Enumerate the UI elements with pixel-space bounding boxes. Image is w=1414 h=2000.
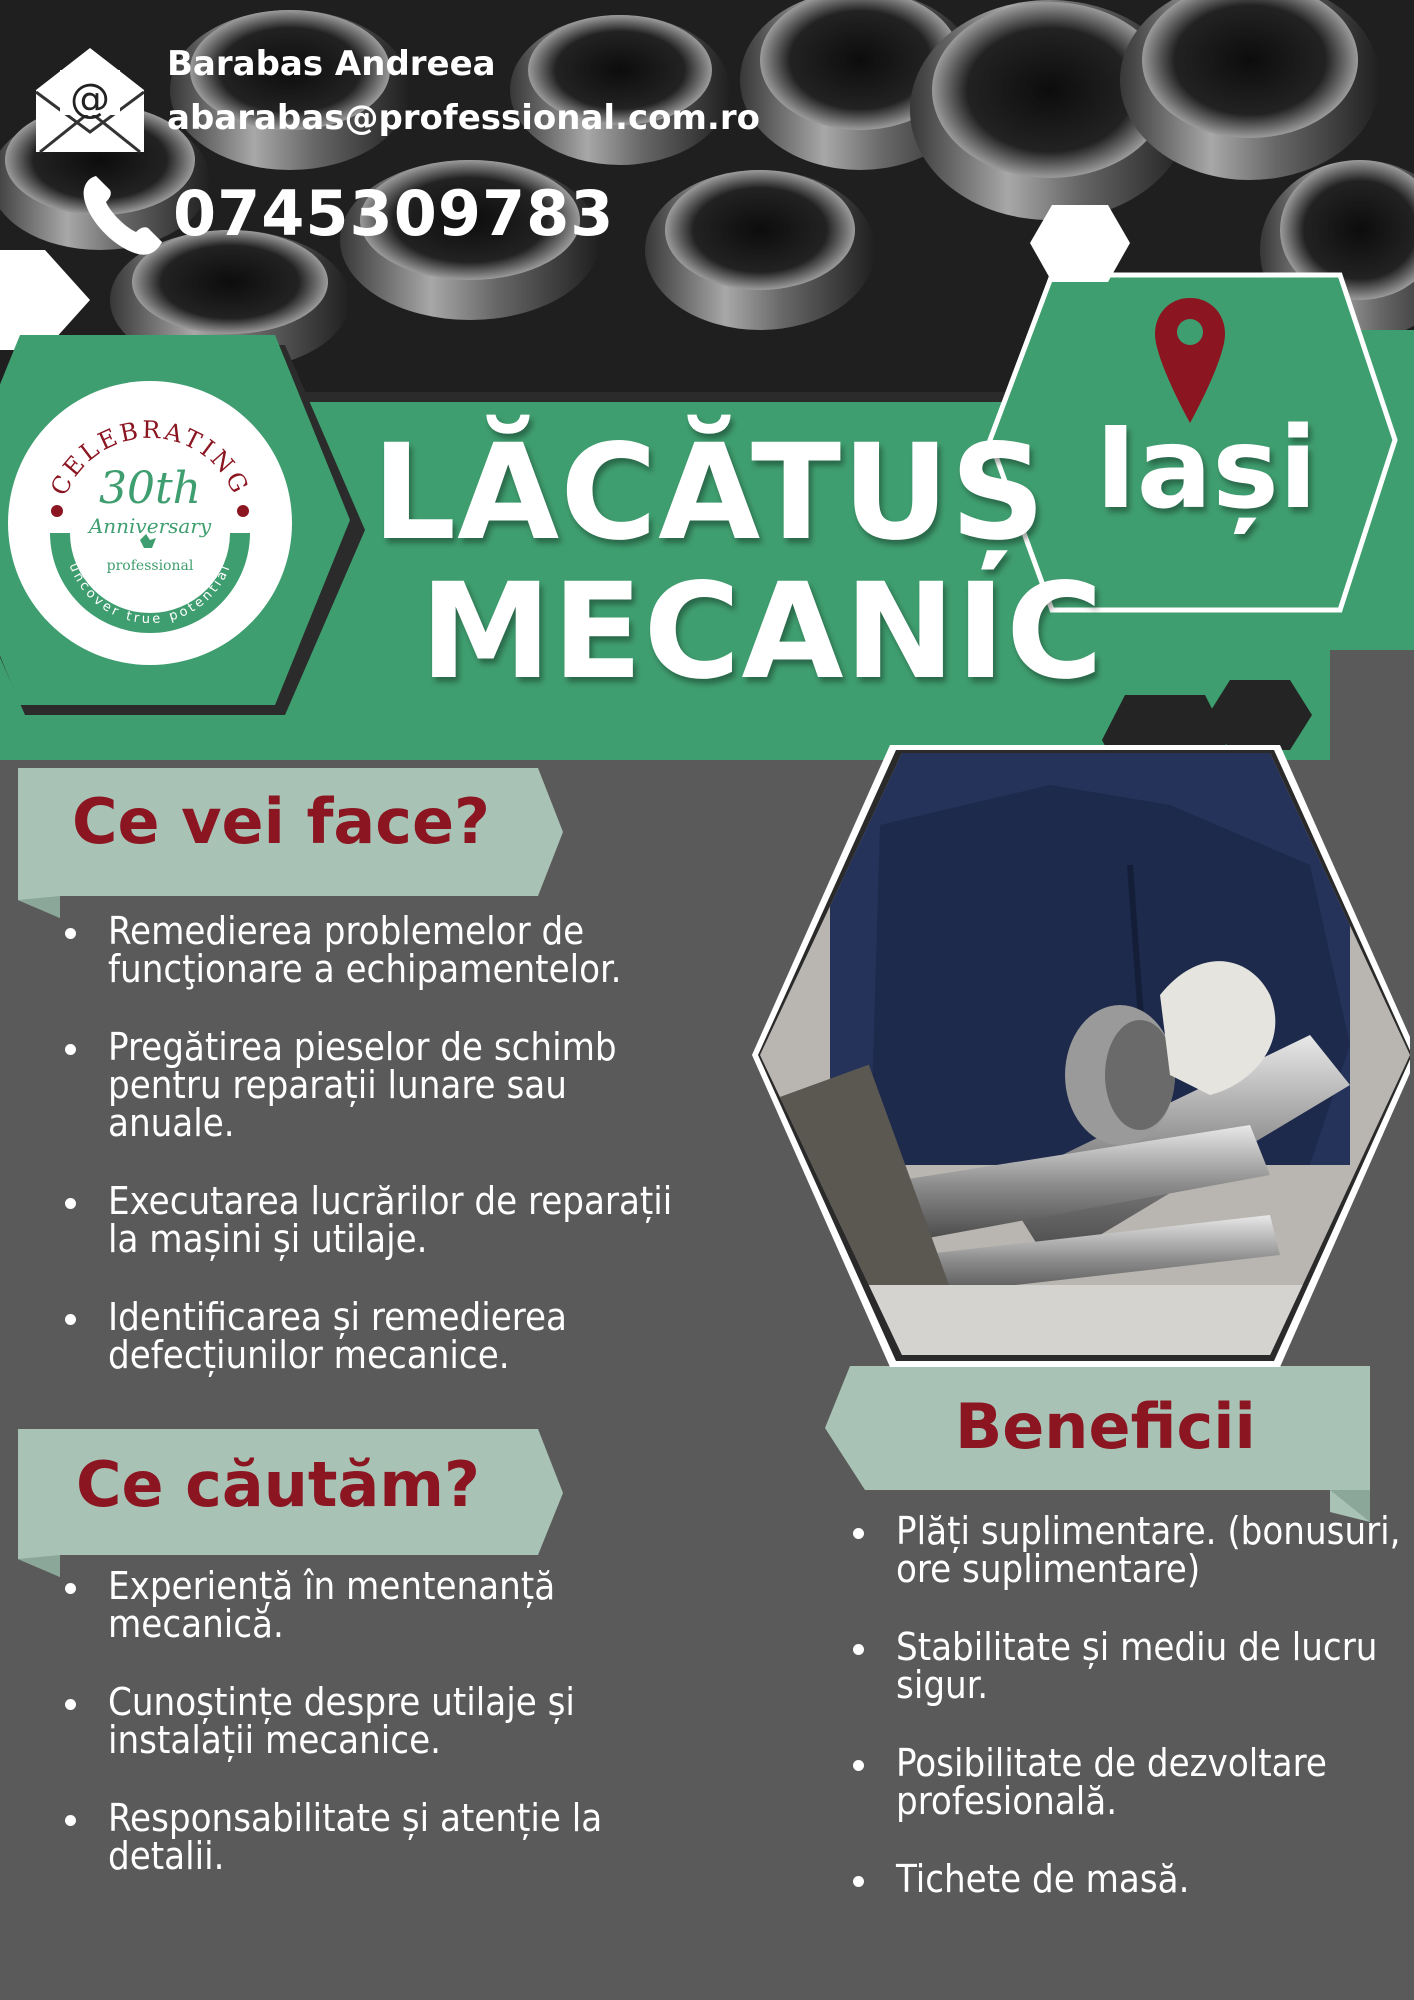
requirements-heading: Ce căutăm? <box>76 1448 480 1521</box>
job-title-line-1: LĂCĂTUȘ <box>372 416 1047 570</box>
location-city: Iași <box>1095 404 1318 534</box>
list-item: Executarea lucrărilor de reparații la mașini și utilaje. <box>58 1182 698 1258</box>
list-item: Cunoștințe despre utilaje și instalații mecanice. <box>58 1683 698 1759</box>
job-title-line-2: MECANIC <box>420 555 1105 709</box>
badge-word: Anniversary <box>88 514 212 538</box>
list-item: Tichete de masă. <box>846 1860 1406 1898</box>
list-item: Responsabilitate și atenție la detalii. <box>58 1799 698 1875</box>
envelope-at-icon <box>32 40 148 156</box>
badge-number: 30th <box>98 463 202 514</box>
badge-tagline: uncover true potential <box>65 560 235 628</box>
benefits-list <box>846 1509 1406 1938</box>
phone-icon <box>78 172 166 260</box>
list-item: Posibilitate de dezvoltare profesională. <box>846 1744 1406 1820</box>
badge-brand: professional <box>106 558 194 574</box>
list-item: Stabilitate și mediu de lucru sigur. <box>846 1628 1406 1704</box>
benefits-heading: Beneficii <box>955 1390 1256 1463</box>
requirements-list <box>58 1564 698 1915</box>
badge-top-text: CELEBRATING <box>45 415 255 500</box>
list-item: Plăți suplimentare. (bonusuri, ore suplimentare) <box>846 1512 1406 1588</box>
list-item: Pregătirea pieselor de schimb pentru reparații lunare sau anuale. <box>58 1028 698 1142</box>
tasks-heading: Ce vei face? <box>72 785 491 858</box>
tasks-list <box>58 909 698 1414</box>
contact-name: Barabas Andreea <box>167 44 496 84</box>
contact-phone[interactable]: 0745309783 <box>173 177 615 250</box>
svg-text:@: @ <box>70 76 110 122</box>
anniversary-badge <box>5 378 295 668</box>
list-item: Remedierea problemelor de funcţionare a echipamentelor. <box>58 912 698 988</box>
mechanic-working-photo <box>750 745 1410 1370</box>
list-item: Identificarea și remedierea defecțiunilor mecanice. <box>58 1298 698 1374</box>
contact-email[interactable]: abarabas@professional.com.ro <box>167 98 760 138</box>
list-item: Experiență în mentenanță mecanică. <box>58 1567 698 1643</box>
